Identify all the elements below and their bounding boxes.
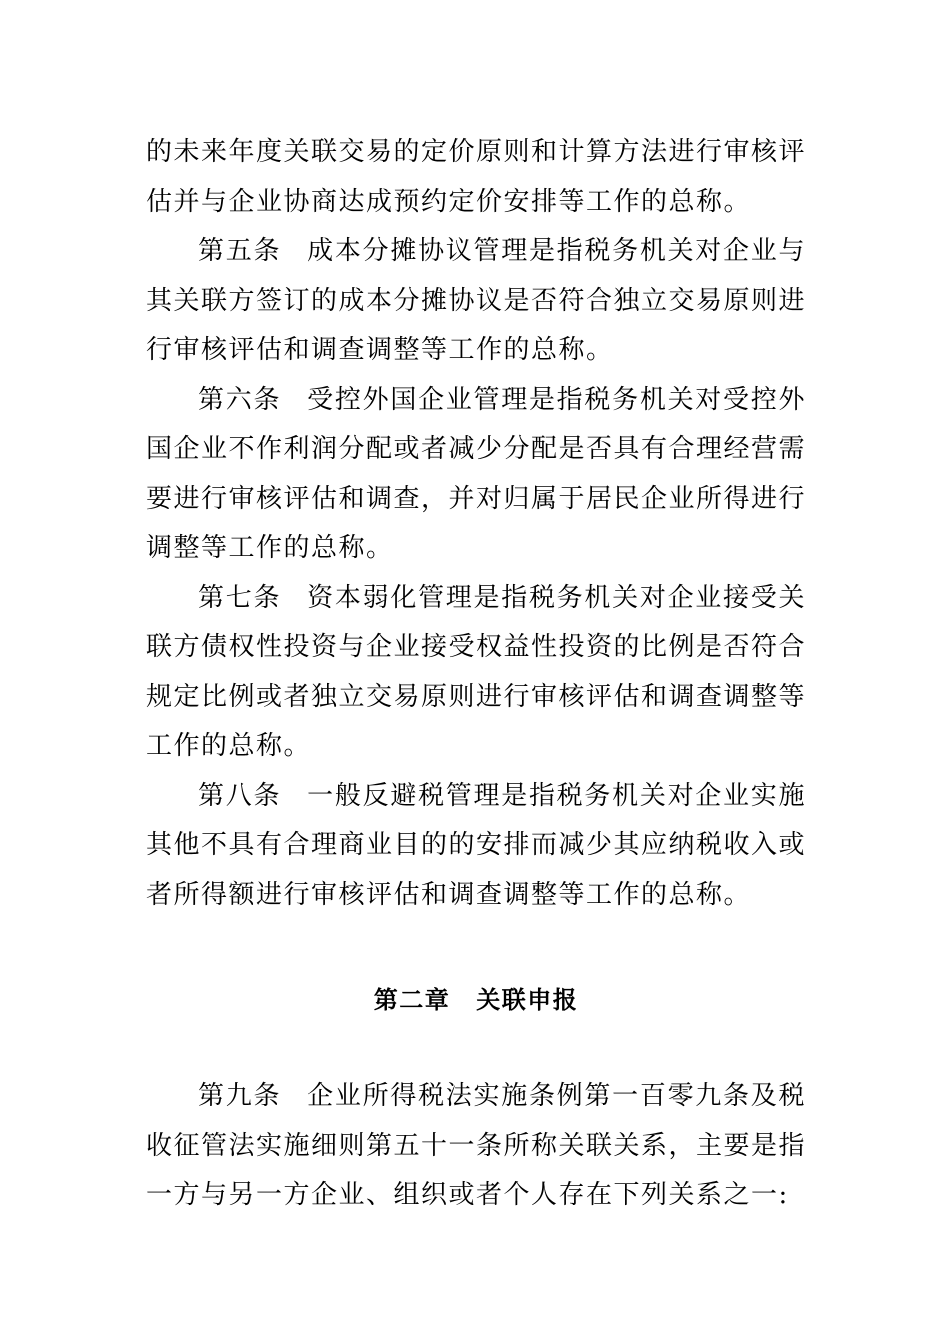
article-8-text: 一般反避税管理是指税务机关对企业实施其他不具有合理商业目的的安排而减少其应纳税收入或者所得额进行审核评估和调查调整等工作的总称。 (146, 780, 807, 910)
article-9-text: 企业所得税法实施条例第一百零九条及税收征管法实施细则第五十一条所称关联关系，主要是指一方与另一方企业、组织或者个人存在下列关系之一: (146, 1081, 807, 1210)
article-7-text: 资本弱化管理是指税务机关对企业接受关联方债权性投资与企业接受权益性投资的比例是否符合规定比例或者独立交易原则进行审核评估和调查调整等工作的总称。 (146, 582, 807, 761)
article-8-number: 第八条 (198, 780, 282, 811)
chapter-title: 关联申报 (476, 986, 579, 1014)
article-9-number: 第九条 (198, 1081, 282, 1111)
body-text-lower (146, 1072, 806, 1221)
article-6-number: 第六条 (198, 384, 282, 415)
chapter-heading (146, 980, 806, 1020)
article-8 (146, 772, 806, 921)
article-7-number: 第七条 (198, 582, 282, 613)
article-5 (146, 227, 806, 376)
article-7 (146, 574, 806, 772)
article-6-text: 受控外国企业管理是指税务机关对受控外国企业不作利润分配或者减少分配是否具有合理经营需要进行审核评估和调查，并对归属于居民企业所得进行调整等工作的总称。 (146, 384, 807, 563)
body-text-upper (146, 128, 806, 920)
continuation-paragraph: 的未来年度关联交易的定价原则和计算方法进行审核评估并与企业协商达成预约定价安排等工作的总称。 (146, 137, 807, 217)
article-5-number: 第五条 (198, 236, 282, 266)
article-9 (146, 1072, 806, 1221)
article-6 (146, 376, 806, 574)
chapter-number: 第二章 (373, 986, 451, 1014)
article-5-text: 成本分摊协议管理是指税务机关对企业与其关联方签订的成本分摊协议是否符合独立交易原则进行审核评估和调查调整等工作的总称。 (146, 236, 807, 365)
